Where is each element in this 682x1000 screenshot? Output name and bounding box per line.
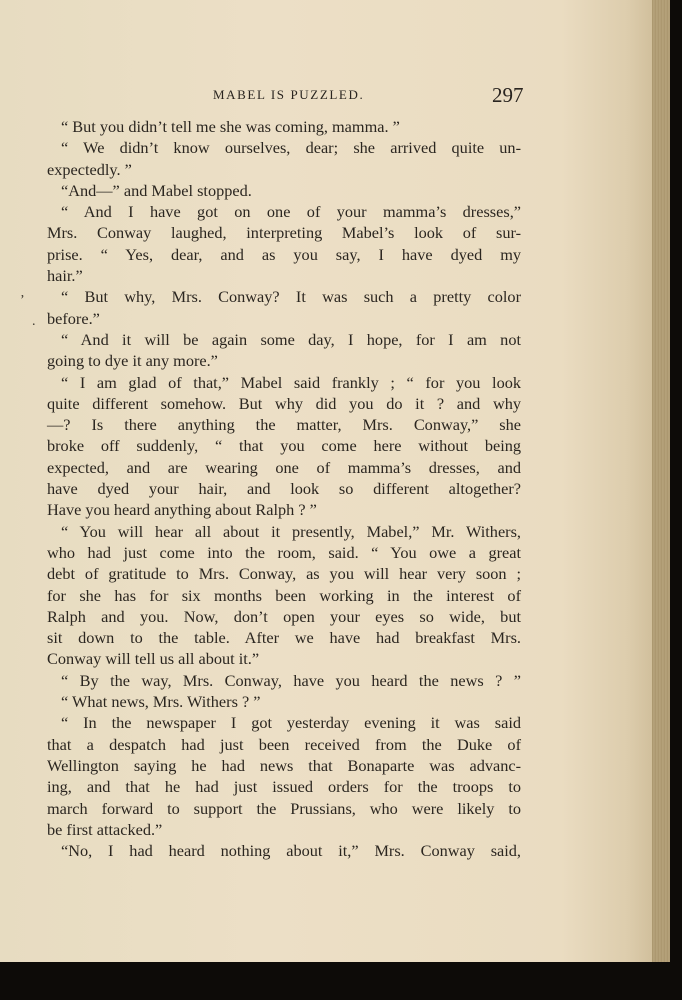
text-line: march forward to support the Prussians, who were likely to bbox=[47, 798, 521, 818]
text-line: for she has for six months been working in the interest of bbox=[47, 585, 521, 605]
page-number: 297 bbox=[492, 83, 524, 107]
text-line: going to dye it any more.” bbox=[47, 351, 218, 371]
text-line: have dyed your hair, and look so different altogether? bbox=[47, 479, 521, 499]
text-line: quite different somehow. But why did you do it ? and why bbox=[47, 393, 521, 413]
text-line: “ But why, Mrs. Conway? It was such a pretty color bbox=[61, 287, 521, 307]
text-line: that a despatch had just been received from the Duke of bbox=[47, 734, 521, 754]
text-line: “ What news, Mrs. Withers ? ” bbox=[61, 692, 261, 712]
text-line: —? Is there anything the matter, Mrs. Conway,” she bbox=[47, 415, 521, 435]
text-line: “ And I have got on one of your mamma’s dresses,” bbox=[61, 202, 521, 222]
text-line: “ By the way, Mrs. Conway, have you heard the news ? ” bbox=[61, 670, 521, 690]
text-line: expected, and are wearing one of mamma’s dresses, and bbox=[47, 457, 521, 477]
text-line: Ralph and you. Now, don’t open your eyes so wide, but bbox=[47, 606, 521, 626]
text-line: be first attacked.” bbox=[47, 819, 163, 839]
text-line: hair.” bbox=[47, 266, 83, 286]
text-line: ing, and that he had just issued orders for the troops to bbox=[47, 777, 521, 797]
text-line: Conway will tell us all about it.” bbox=[47, 649, 260, 669]
text-line: before.” bbox=[47, 308, 100, 328]
text-line: “No, I had heard nothing about it,” Mrs. Conway said, bbox=[61, 841, 521, 861]
running-title: MABEL IS PUZZLED. bbox=[213, 87, 365, 102]
text-line: “ And it will be again some day, I hope, for I am not bbox=[61, 329, 521, 349]
text-line: prise. “ Yes, dear, and as you say, I have dyed my bbox=[47, 244, 521, 264]
text-line: debt of gratitude to Mrs. Conway, as you will hear very soon ; bbox=[47, 564, 521, 584]
text-line: “ I am glad of that,” Mabel said frankly ; “ for you look bbox=[61, 372, 521, 392]
text-line: “ You will hear all about it presently, Mabel,” Mr. Withers, bbox=[61, 521, 521, 541]
stray-mark: . bbox=[32, 314, 36, 329]
body-text bbox=[47, 116, 521, 861]
text-line: expectedly. ” bbox=[47, 159, 132, 179]
text-line: Wellington saying he had news that Bonaparte was advanc- bbox=[47, 755, 521, 775]
text-line: “And—” and Mabel stopped. bbox=[61, 180, 252, 200]
stray-mark: ’ bbox=[20, 293, 25, 308]
page-header bbox=[0, 83, 660, 110]
text-line: sit down to the table. After we have had breakfast Mrs. bbox=[47, 628, 521, 648]
text-line: who had just come into the room, said. “ You owe a great bbox=[47, 542, 521, 562]
text-line: “ In the newspaper I got yesterday evening it was said bbox=[61, 713, 521, 733]
text-line: broke off suddenly, “ that you come here without being bbox=[47, 436, 521, 456]
text-line: Mrs. Conway laughed, interpreting Mabel’s look of sur- bbox=[47, 223, 521, 243]
text-line: Have you heard anything about Ralph ? ” bbox=[47, 500, 317, 520]
text-line: “ We didn’t know ourselves, dear; she arrived quite un- bbox=[61, 138, 521, 158]
text-line: “ But you didn’t tell me she was coming, mamma. ” bbox=[61, 117, 400, 136]
page-edge bbox=[652, 0, 670, 962]
